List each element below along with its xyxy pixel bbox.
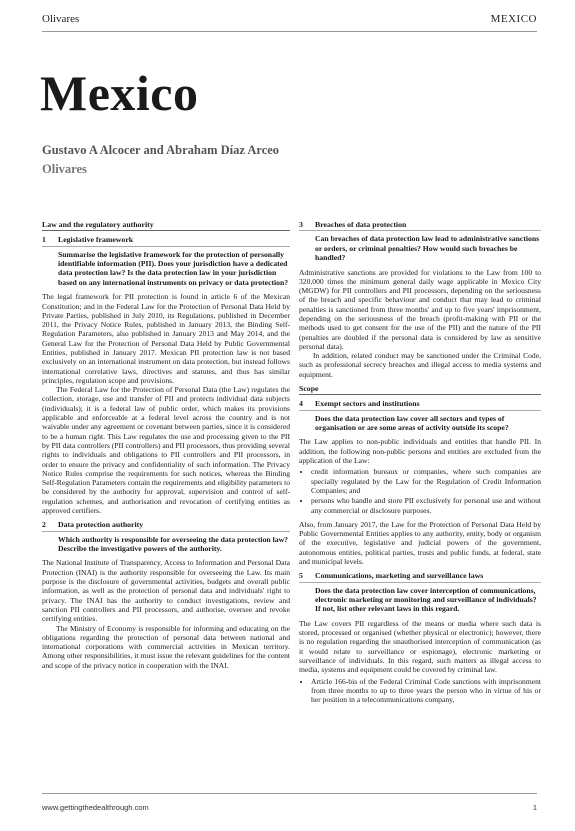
question-heading [42, 520, 290, 531]
list-item: • credit information bureaux or companies, where such companies are specially regulated by the Law for the Regulation of Credit Information Companies; and [311, 467, 541, 495]
question-text: Summarise the legislative framework for the protection of personally identifiable information (PII). Does your jurisdiction have a dedicated data protection law? Is the data protection law in your jurisdiction based on any international instruments on privacy or data protection? [58, 249, 289, 287]
page-number: 1 [532, 803, 537, 812]
bullet-list [299, 467, 541, 514]
footer-rule [42, 793, 537, 794]
question-number: 3 [299, 220, 303, 229]
question-number: 1 [42, 235, 46, 245]
page-title: Mexico [40, 65, 199, 121]
list-item: • persons who handle and store PII exclusively for personal use and without any commercial or disclosure purposes. [311, 496, 541, 515]
bullet-list [299, 677, 541, 705]
list-item: • Article 166-bis of the Federal Criminal Code sanctions with imprisonment from three months to up to three years the person who in virtue of his or her position in a telecommunications company, [311, 677, 541, 705]
answer-paragraph: The legal framework for PII protection is found in article 6 of the Mexican Constitution; and in the Federal Law for the Protection of Personal Data Held by Private Parties, published in July 2010, its Regulations, published in December 2011, the Privacy Notice Rules, published in January 2013, the Binding Self-Regulation Parameters, also published in January 2013 and May 2014, and the General Law for the Protection of Personal Data Held by Public Governmental Entities, published in January 2017. Mexican PII protection law is not based exclusively on an international instrument on data protection, but instead follows international correlative laws, directives and statutes, and thus has similar principles, regulation scope and provisions. [42, 292, 290, 385]
running-header [42, 13, 537, 33]
question-title: Communications, marketing and surveillance laws [315, 571, 484, 581]
question-title: Exempt sectors and institutions [315, 399, 420, 409]
section-heading: Scope [299, 384, 541, 395]
authors: Gustavo A Alcocer and Abraham Díaz Arceo [42, 143, 280, 157]
footer-website: www.gettingthedealthrough.com [42, 803, 149, 812]
question-title: Breaches of data protection [315, 220, 407, 229]
question-number: 2 [42, 520, 46, 530]
question-heading [299, 220, 541, 231]
question-heading [299, 571, 541, 582]
header-publisher: Olivares [42, 13, 80, 25]
header-rule [42, 31, 537, 32]
question-heading [42, 235, 290, 246]
question-text: Which authority is responsible for overseeing the data protection law? Describe the investigative powers of the authority. [58, 534, 288, 554]
answer-paragraph: Also, from January 2017, the Law for the Protection of Personal Data Held by Public Governmental Entities applies to any authority, entity, body or organism of the executive, legislative and judicial powers of the government, autonomous entities, political parties, trusts and public funds, at federal, state and municipal levels. [299, 519, 541, 567]
question-title: Data protection authority [58, 520, 144, 530]
answer-paragraph: Administrative sanctions are provided for violations to the Law from 100 to 320,000 times the minimum general daily wage applicable in Mexico City (MGDW) for PII controllers and PII processors, depending on the seriousness of the breach and specific behaviour and conduct that may lead to criminal penalties is sanctioned from three months' and up to five years' imprisonment, depending on the seriousness of the breach (profit-making with PII or the methods used to get consent for the use of the PII) and the nature of the PII (penalties are doubled if the personal data is considered by law as sensitive personal data). [299, 267, 541, 351]
answer-paragraph: The Law covers PII regardless of the means or media where such data is stored, processed or organised (whether physical or electronic); however, there is no regulation regarding the unauthorised interception of communication (as it would relate to surveillance or espionage), electronic marketing or surveillance of individuals. In this regard, such matters as illegal access to media, systems and equipment could be covered by criminal law. [299, 618, 541, 675]
answer-paragraph: The Law applies to non-public individuals and entities that handle PII. In addition, the following non-public persons and entities are excluded from the application of the Law: [299, 437, 541, 466]
header-country: MEXICO [490, 13, 537, 25]
answer-paragraph: In addition, related conduct may be sanctioned under the Criminal Code, such as professional secrecy breaches and illegal access to media systems and equipment. [299, 351, 541, 379]
question-text: Does the data protection law cover all sectors and types of organisation or are some areas of activity outside its scope? [315, 413, 509, 433]
question-text: Does the data protection law cover interception of communications, electronic marketing or monitoring and surveillance of individuals? If not, list other relevant laws in this regard. [315, 585, 537, 614]
firm-name: Olivares [42, 162, 87, 176]
question-number: 4 [299, 399, 303, 409]
answer-paragraph: The National Institute of Transparency, Access to Information and Personal Data Protection (INAI) is the authority responsible for overseeing the Law. Its main purpose is the disclosure of governmental activities, budgets and overall public information, as well as the protection of personal data and individuals' right to privacy. The INAI has the authority to conduct investigations, review and sanction PII controllers and PII processors, and authorise, oversee and revoke certifying entities. [42, 558, 290, 624]
answer-paragraph: The Federal Law for the Protection of Personal Data (the Law) regulates the collection, storage, use and transfer of PII and protects individual data subjects (individuals); it is a federal law of public order, which makes its provisions applicable and enforceable at a federal level across the country and is not waivable under any agreement or covenant between parties, since it is considered to be a human right. This Law regulates the use and processing given to the PII by PII data controllers (PII controllers) and PII processors, thus providing several rights to individuals and obligations to PII controllers and PII processors, in order to ensure the privacy and confidentiality of such information. The Privacy Notice Rules comprise the requirements for such notices, whereas the Binding Self-Regulation Parameters contain the requirements and eligibility parameters to be considered by the authority for approval, supervision and control of self-regulation schemes, and authorisation and revocation of certifying entities as approved certifiers. [42, 385, 290, 516]
question-heading [299, 399, 541, 410]
answer-paragraph: The Ministry of Economy is responsible for informing and educating on the obligations regarding the protection of personal data between national and international corporations with commercial activities in Mexican territory. Among other responsibilities, it must issue the relevant guidelines for the content and scope of the privacy notice in cooperation with the INAI. [42, 623, 290, 670]
question-number: 5 [299, 571, 303, 581]
right-column [299, 220, 541, 708]
question-title: Legislative framework [58, 235, 134, 245]
question-text: Can breaches of data protection law lead to administrative sanctions or orders, or criminal penalties? How would such breaches be handled? [315, 234, 540, 263]
left-column [42, 220, 290, 670]
section-heading: Law and the regulatory authority [42, 220, 290, 231]
